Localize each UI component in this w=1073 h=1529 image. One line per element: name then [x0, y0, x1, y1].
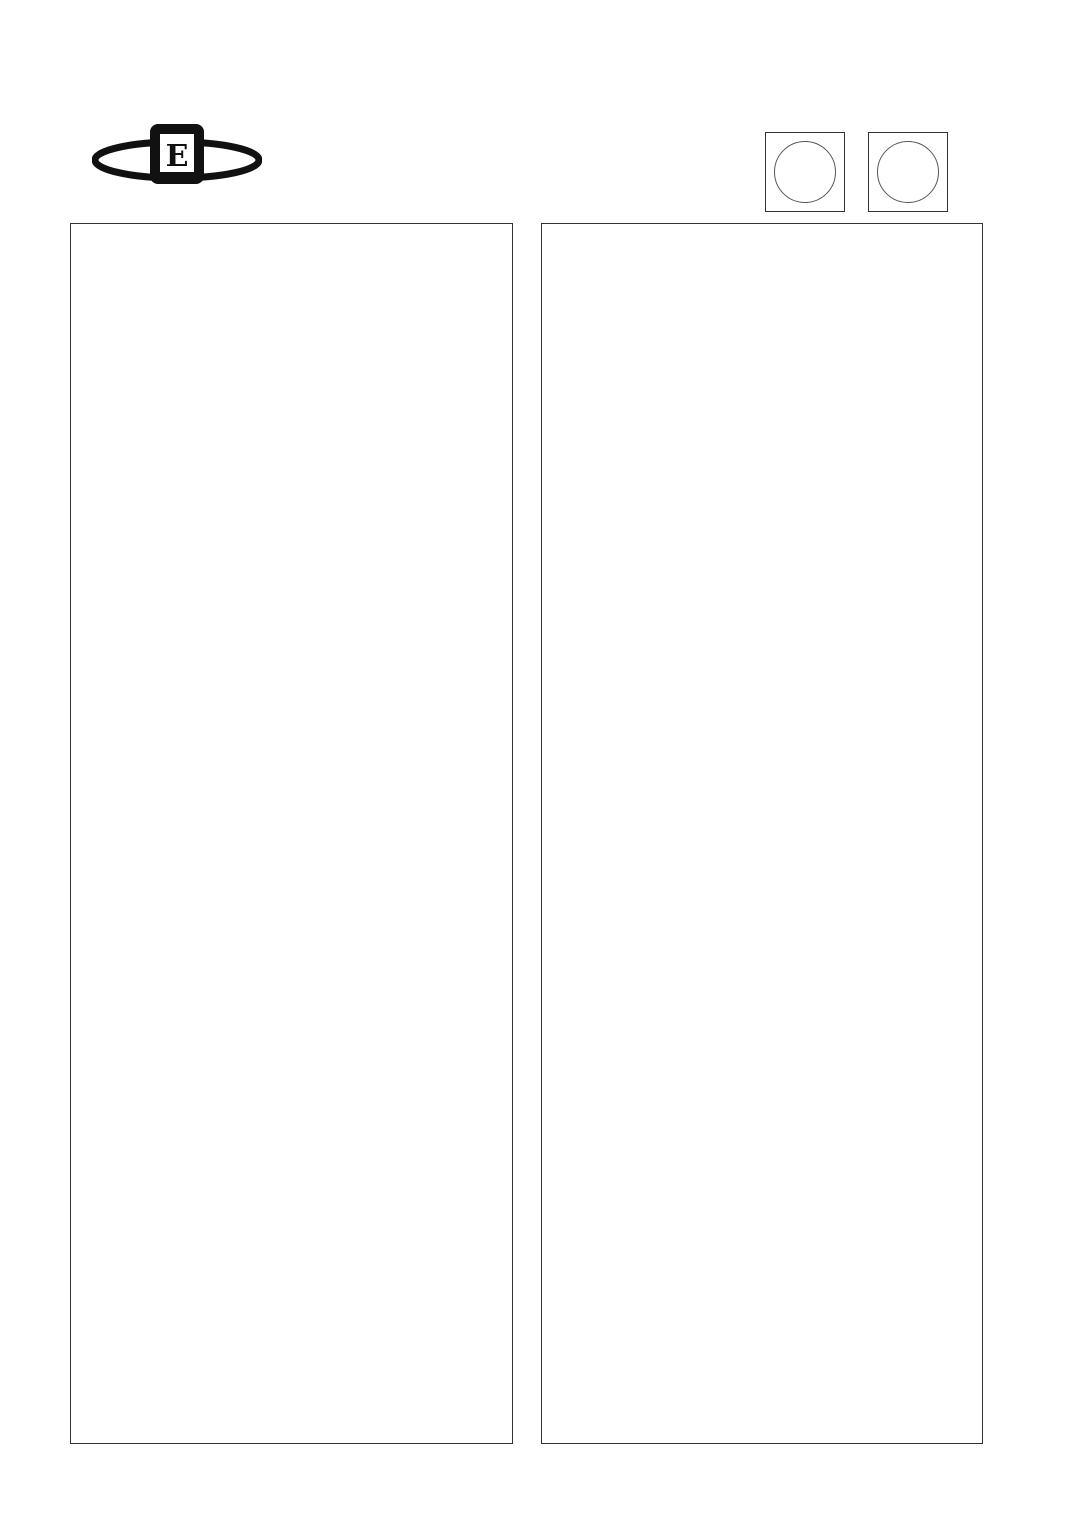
svg-text:E: E [165, 139, 189, 174]
left-product-table [70, 223, 513, 1444]
cert-badge-r [868, 132, 948, 212]
company-logo [92, 118, 262, 202]
right-product-table [541, 223, 983, 1444]
cert-badge-q [765, 132, 845, 212]
